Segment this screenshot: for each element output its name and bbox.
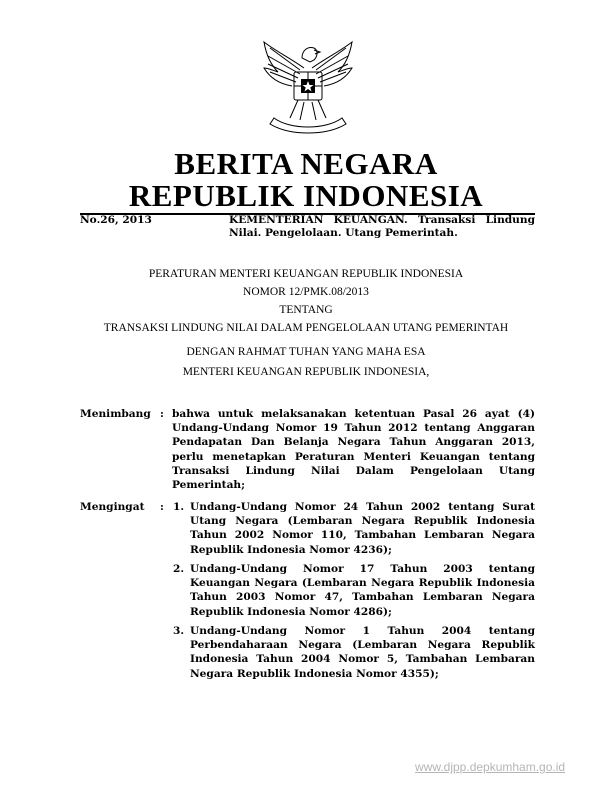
mengingat-colon: : <box>160 501 164 513</box>
minister-line: MENTERI KEUANGAN REPUBLIK INDONESIA, <box>182 366 430 378</box>
list-item: Undang-Undang Nomor 17 Tahun 2003 tentang Keuangan Negara (Lembaran Negara Republik Indonesia Tahun 2003 Nomor 47, Tambahan Lembaran Negara Republik Indonesia Nomor 4286); <box>190 563 535 618</box>
list-item: Undang-Undang Nomor 24 Tahun 2002 tentang Surat Utang Negara (Lembaran Negara Republik Indonesia Tahun 2002 Nomor 110, Tambahan Lembaran Negara Republik Indonesia Nomor 4236); <box>190 501 535 556</box>
gazette-number: No.26, 2013 <box>80 214 152 226</box>
preamble-line: DENGAN RAHMAT TUHAN YANG MAHA ESA <box>186 346 426 358</box>
regulation-subject: TRANSAKSI LINDUNG NILAI DALAM PENGELOLAAN UTANG PEMERINTAH <box>103 322 509 334</box>
mengingat-label: Mengingat <box>80 501 145 513</box>
footer-website-link[interactable]: www.djpp.depkumham.go.id <box>415 760 566 774</box>
garuda-emblem-icon <box>260 38 356 138</box>
regulation-number: NOMOR 12/PMK.08/2013 <box>243 286 369 298</box>
menimbang-colon: : <box>160 408 164 420</box>
list-item-number: 3. <box>173 625 185 637</box>
regulation-about-label: TENTANG <box>279 304 333 316</box>
gazette-title: BERITA NEGARA <box>174 146 438 181</box>
menimbang-label: Menimbang <box>80 408 151 420</box>
gazette-subtitle: REPUBLIK INDONESIA <box>128 178 484 213</box>
menimbang-text: bahwa untuk melaksanakan ketentuan Pasal 26 ayat (4) Undang-Undang Nomor 19 Tahun 2012 tentang Anggaran Pendapatan Dan Belanja Negara Tahun Anggaran 2013, perlu menetapkan Peraturan Menteri Keuangan tentang Transaksi Lindung Nilai Dalam Pengelolaan Utang Pemerintah; <box>172 408 535 492</box>
list-item-number: 2. <box>173 563 185 575</box>
list-item-number: 1. <box>173 501 185 513</box>
regulation-title: PERATURAN MENTERI KEUANGAN REPUBLIK INDONESIA <box>148 268 464 280</box>
gazette-subject: KEMENTERIAN KEUANGAN. Transaksi Lindung Nilai. Pengelolaan. Utang Pemerintah. <box>229 214 535 239</box>
list-item: Undang-Undang Nomor 1 Tahun 2004 tentang Perbendaharaan Negara (Lembaran Negara Republik Indonesia Tahun 2004 Nomor 5, Tambahan Lembaran Negara Republik Indonesia Nomor 4355); <box>190 625 535 680</box>
